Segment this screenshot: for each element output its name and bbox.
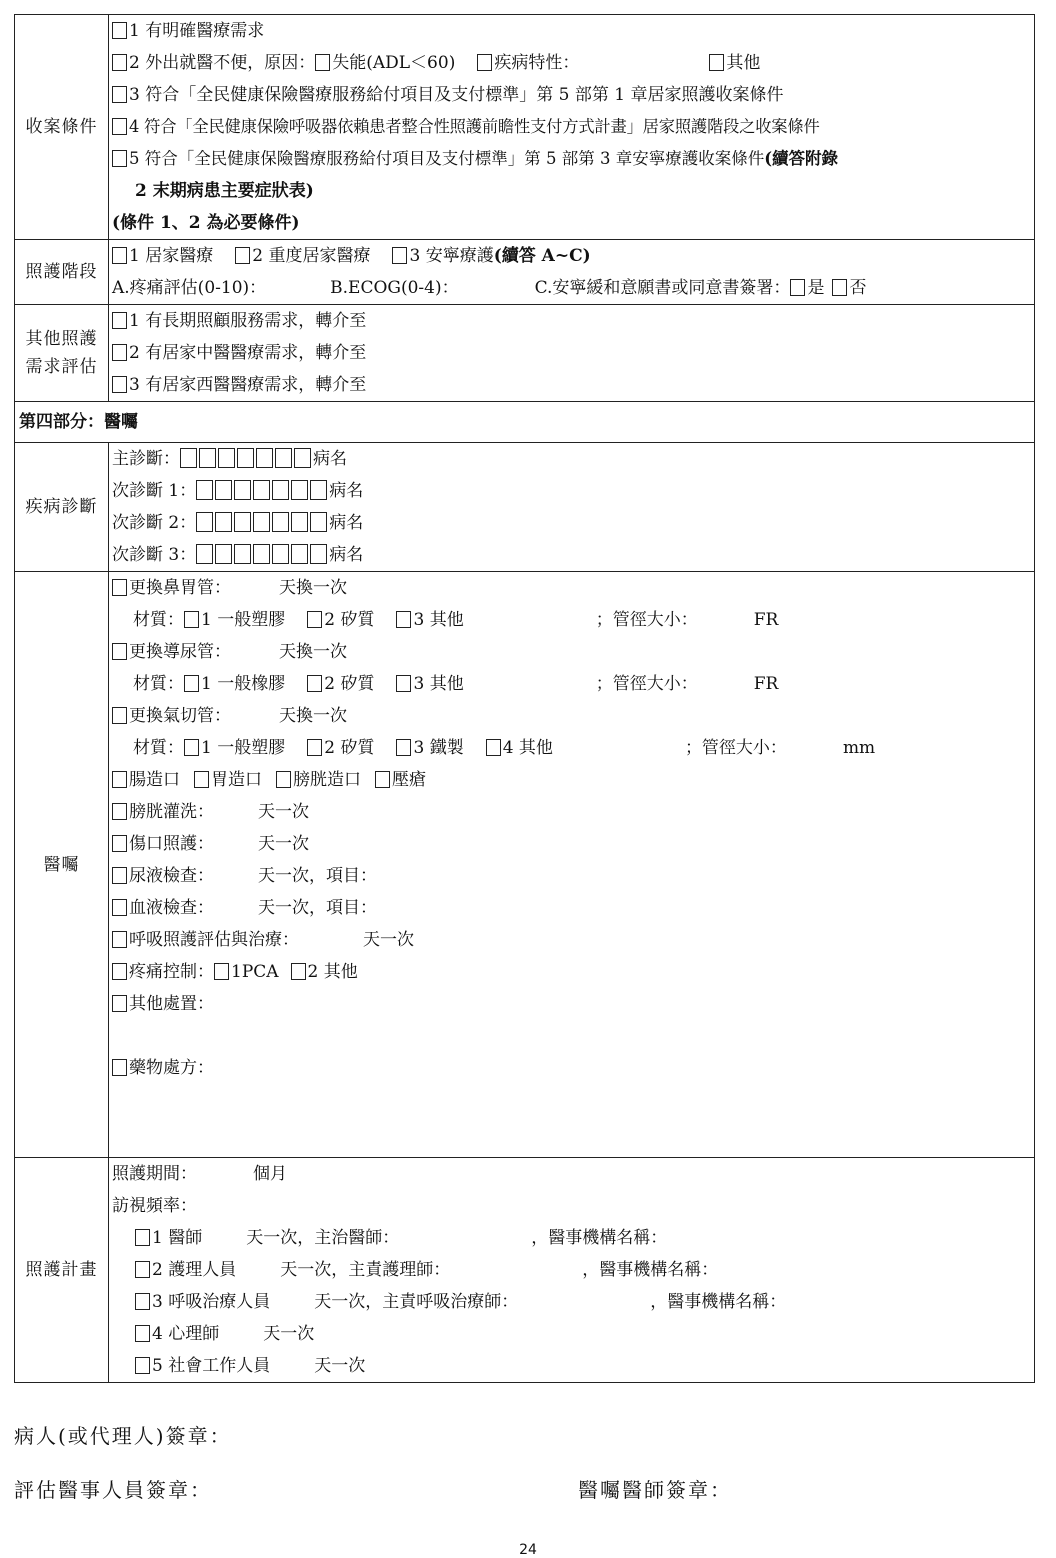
physician-signature: 醫囑醫師簽章：: [578, 1478, 732, 1502]
code-box[interactable]: [215, 544, 232, 564]
admission-item-4: 4 符合「全民健康保險呼吸器依賴患者整合性照護前瞻性支付方式計畫」居家照護階段之收案條件: [112, 111, 1034, 143]
order-bladder-irrigation: 膀胱灌洗： 天一次: [112, 796, 1034, 828]
diagnosis-label: 疾病診斷: [15, 443, 109, 572]
checkbox[interactable]: [315, 54, 330, 71]
sub-diagnosis-1: 次診斷 1： 病名: [112, 481, 364, 501]
checkbox[interactable]: [135, 1229, 150, 1246]
code-box[interactable]: [275, 448, 292, 468]
checkbox[interactable]: [112, 707, 127, 724]
checkbox[interactable]: [112, 312, 127, 329]
checkbox[interactable]: [135, 1325, 150, 1342]
assessor-signature: 評估醫事人員簽章：: [14, 1478, 212, 1502]
orders-row: [15, 572, 1035, 1158]
care-stage-content: [109, 240, 1035, 305]
admission-note: (條件 1、2 為必要條件): [112, 213, 300, 233]
other-needs-label: 其他照護 需求評估: [15, 305, 109, 402]
code-box[interactable]: [196, 512, 213, 532]
checkbox[interactable]: [477, 54, 492, 71]
checkbox[interactable]: [214, 963, 229, 980]
code-box[interactable]: [234, 512, 251, 532]
checkbox[interactable]: [112, 118, 127, 135]
checkbox[interactable]: [291, 963, 306, 980]
page-number: 24: [519, 1542, 537, 1558]
checkbox[interactable]: [307, 611, 322, 628]
code-box[interactable]: [196, 480, 213, 500]
admission-label: 收案條件: [15, 15, 109, 240]
checkbox[interactable]: [184, 611, 199, 628]
checkbox[interactable]: [112, 995, 127, 1012]
order-prescription: 藥物處方：: [112, 1052, 1034, 1084]
checkbox[interactable]: [112, 54, 127, 71]
checkbox[interactable]: [112, 771, 127, 788]
checkbox[interactable]: [112, 579, 127, 596]
admission-item-2: 2 外出就醫不便，原因： 失能(ADL＜60) 疾病特性： 其他: [112, 47, 1034, 79]
code-box[interactable]: [291, 512, 308, 532]
checkbox[interactable]: [112, 376, 127, 393]
admission-item-5: 5 符合「全民健康保險醫療服務給付項目及支付標準」第 5 部第 3 章安寧療護收案條件(續答附錄: [112, 143, 1034, 175]
checkbox[interactable]: [392, 247, 407, 264]
order-ng-material: 材質： 1 一般塑膠 2 矽質 3 其他 ；管徑大小： FR: [133, 610, 779, 630]
visit-doctor: 1 醫師 天一次，主治醫師： ，醫事機構名稱：: [112, 1222, 1034, 1254]
order-other-treatment: 其他處置：: [112, 988, 1034, 1020]
visit-psychologist: 4 心理師 天一次: [112, 1318, 1034, 1350]
code-box[interactable]: [253, 480, 270, 500]
code-box[interactable]: [253, 544, 270, 564]
visit-nurse: 2 護理人員 天一次，主責護理師： ，醫事機構名稱：: [112, 1254, 1034, 1286]
code-box[interactable]: [234, 544, 251, 564]
checkbox[interactable]: [486, 739, 501, 756]
visit-respiratory-therapist: 3 呼吸治療人員 天一次，主責呼吸治療師： ，醫事機構名稱：: [112, 1286, 1034, 1318]
checkbox[interactable]: [396, 611, 411, 628]
order-foley-material: 材質： 1 一般橡膠 2 矽質 3 其他 ；管徑大小： FR: [133, 674, 779, 694]
code-box[interactable]: [310, 544, 327, 564]
order-stoma: 腸造口 胃造口 膀胱造口 壓瘡: [112, 764, 1034, 796]
checkbox[interactable]: [135, 1293, 150, 1310]
checkbox[interactable]: [832, 279, 847, 296]
order-respiratory: 呼吸照護評估與治療： 天一次: [112, 924, 1034, 956]
checkbox[interactable]: [307, 739, 322, 756]
orders-content: [109, 572, 1035, 1158]
section4-row: [15, 402, 1035, 443]
other-needs-content: [109, 305, 1035, 402]
code-box[interactable]: [215, 480, 232, 500]
checkbox[interactable]: [112, 963, 127, 980]
sub-diagnosis-2: 次診斷 2： 病名: [112, 513, 364, 533]
care-stage-label: 照護階段: [15, 240, 109, 305]
admission-item-5-cont: 2 末期病患主要症狀表): [135, 181, 314, 201]
admission-item-3: 3 符合「全民健康保險醫療服務給付項目及支付標準」第 5 部第 1 章居家照護收案條件: [112, 79, 1034, 111]
checkbox[interactable]: [375, 771, 390, 788]
code-box[interactable]: [310, 480, 327, 500]
admission-row: [15, 15, 1035, 240]
checkbox[interactable]: [112, 931, 127, 948]
code-box[interactable]: [215, 512, 232, 532]
code-box[interactable]: [180, 448, 197, 468]
main-diagnosis: 主診斷： 病名: [112, 449, 347, 469]
blank-line: [112, 1020, 1034, 1052]
other-needs-item-2: 2 有居家中醫醫療需求，轉介至: [112, 337, 1034, 369]
admission-item-1: 1 有明確醫療需求: [112, 15, 1034, 47]
checkbox[interactable]: [276, 771, 291, 788]
code-box[interactable]: [234, 480, 251, 500]
code-box[interactable]: [291, 544, 308, 564]
code-box[interactable]: [256, 448, 273, 468]
code-box[interactable]: [310, 512, 327, 532]
checkbox[interactable]: [135, 1261, 150, 1278]
checkbox[interactable]: [112, 643, 127, 660]
checkbox[interactable]: [396, 675, 411, 692]
code-box[interactable]: [196, 544, 213, 564]
order-trach-material: 材質： 1 一般塑膠 2 矽質 3 鐵製 4 其他 ；管徑大小： mm: [133, 738, 876, 758]
code-box[interactable]: [237, 448, 254, 468]
visit-social-worker: 5 社會工作人員 天一次: [112, 1350, 1034, 1382]
order-blood-test: 血液檢查： 天一次，項目：: [112, 892, 1034, 924]
care-stage-hospice: A.疼痛評估(0-10)： B.ECOG(0-4)： C.安寧緩和意願書或同意書簽署： 是 否: [112, 278, 867, 298]
code-box[interactable]: [272, 480, 289, 500]
care-plan-row: [15, 1158, 1035, 1383]
checkbox[interactable]: [112, 1059, 127, 1076]
diagnosis-content: [109, 443, 1035, 572]
code-box[interactable]: [253, 512, 270, 532]
care-plan-content: [109, 1158, 1035, 1383]
code-box[interactable]: [291, 480, 308, 500]
order-urine-test: 尿液檢查： 天一次，項目：: [112, 860, 1034, 892]
order-pain-control: 疼痛控制： 1PCA 2 其他: [112, 956, 1034, 988]
section4-title: 第四部分：醫囑: [15, 402, 1035, 443]
admission-content: [109, 15, 1035, 240]
checkbox[interactable]: [790, 279, 805, 296]
other-needs-item-3: 3 有居家西醫醫療需求，轉介至: [112, 369, 1034, 401]
checkbox[interactable]: [112, 344, 127, 361]
checkbox[interactable]: [396, 739, 411, 756]
checkbox[interactable]: [112, 22, 127, 39]
order-ng-tube: 更換鼻胃管： 天換一次: [112, 572, 1034, 604]
code-box[interactable]: [272, 512, 289, 532]
orders-label: 醫囑: [15, 572, 109, 1158]
care-stage-options: 1 居家醫療 2 重度居家醫療 3 安寧療護(續答 A~C): [112, 240, 1034, 272]
other-needs-row: [15, 305, 1035, 402]
order-form-table: [14, 14, 1035, 1383]
checkbox[interactable]: [112, 867, 127, 884]
order-foley: 更換導尿管： 天換一次: [112, 636, 1034, 668]
order-wound-care: 傷口照護： 天一次: [112, 828, 1034, 860]
care-plan-label: 照護計畫: [15, 1158, 109, 1383]
checkbox[interactable]: [112, 899, 127, 916]
code-box[interactable]: [272, 544, 289, 564]
checkbox[interactable]: [184, 739, 199, 756]
sub-diagnosis-3: 次診斷 3： 病名: [112, 545, 364, 565]
code-box[interactable]: [218, 448, 235, 468]
care-period: 照護期間： 個月: [112, 1164, 287, 1184]
checkbox[interactable]: [112, 86, 127, 103]
code-box[interactable]: [199, 448, 216, 468]
checkbox[interactable]: [112, 835, 127, 852]
checkbox[interactable]: [194, 771, 209, 788]
checkbox[interactable]: [307, 675, 322, 692]
checkbox[interactable]: [235, 247, 250, 264]
order-trach: 更換氣切管： 天換一次: [112, 700, 1034, 732]
care-stage-row: [15, 240, 1035, 305]
code-box[interactable]: [294, 448, 311, 468]
checkbox[interactable]: [709, 54, 724, 71]
patient-signature: 病人(或代理人)簽章：: [14, 1424, 232, 1448]
checkbox[interactable]: [112, 803, 127, 820]
checkbox[interactable]: [112, 247, 127, 264]
other-needs-item-1: 1 有長期照顧服務需求，轉介至: [112, 305, 1034, 337]
diagnosis-row: [15, 443, 1035, 572]
checkbox[interactable]: [135, 1357, 150, 1374]
checkbox[interactable]: [112, 150, 127, 167]
visit-frequency: 訪視頻率：: [112, 1196, 197, 1216]
checkbox[interactable]: [184, 675, 199, 692]
